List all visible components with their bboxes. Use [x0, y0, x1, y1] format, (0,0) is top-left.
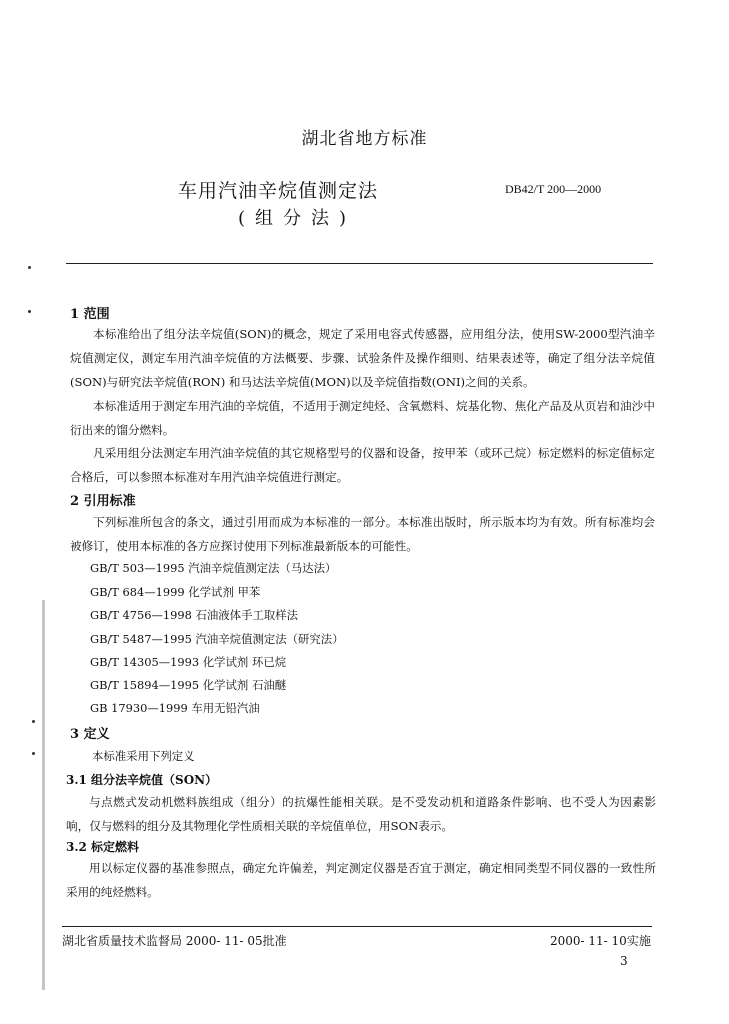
footer-divider: [62, 926, 652, 927]
reference-item: GB/T 4756—1998 石油液体手工取样法: [90, 608, 299, 622]
definition-3-2-heading: 3.2 标定燃料: [66, 840, 140, 854]
standard-code: DB42/T 200—2000: [505, 182, 602, 196]
scan-speck: [32, 752, 35, 755]
reference-item: GB/T 14305—1993 化学试剂 环已烷: [90, 655, 287, 669]
approval-line: 湖北省质量技术监督局 2000- 11- 05批准: [62, 934, 287, 948]
section-1-paragraph-2: 本标准适用于测定车用汽油的辛烷值，不适用于测定纯烃、含氧燃料、烷基化物、焦化产品及从页岩和油沙中衍出来的馏分燃料。: [70, 399, 655, 437]
section-3-intro: 本标准采用下列定义: [92, 749, 195, 763]
header-divider: [66, 263, 653, 264]
reference-item: GB/T 15894—1995 化学试剂 石油醚: [90, 678, 287, 692]
section-1-paragraph-1: 本标准给出了组分法辛烷值(SON)的概念，规定了采用电容式传感器，应用组分法，使用SW-2000型汽油辛烷值测定仪，测定车用汽油辛烷值的方法概要、步骤、试验条件及操作细则、结果表述等，确定了组分法辛烷值(SON)与研究法辛烷值(RON) 和马达法辛烷值(MON)以及辛烷值指数(ONI)之间的关系。: [70, 327, 655, 389]
reference-item: GB/T 684—1999 化学试剂 甲苯: [90, 585, 261, 599]
section-1-paragraph-3: 凡采用组分法测定车用汽油辛烷值的其它规格型号的仪器和设备，按甲苯（或环己烷）标定燃料的标定值标定合格后，可以参照本标准对车用汽油辛烷值进行测定。: [70, 446, 655, 484]
scan-speck: [32, 720, 35, 723]
document-subtitle: (组分法): [238, 208, 357, 229]
scan-edge-shadow: [42, 600, 45, 990]
implementation-date: 2000- 11- 10实施: [550, 934, 651, 948]
scan-speck: [28, 266, 31, 269]
definition-3-2-text: 用以标定仪器的基准参照点，确定允许偏差，判定测定仪器是否宜于测定，确定相同类型不同仪器的一致性所采用的纯烃燃料。: [66, 861, 656, 899]
reference-item: GB/T 503—1995 汽油辛烷值测定法（马达法）: [90, 561, 337, 575]
issuing-organization: 湖北省地方标准: [301, 129, 428, 149]
reference-item: GB 17930—1999 车用无铅汽油: [90, 701, 260, 715]
definition-3-1-text: 与点燃式发动机燃料族组成（组分）的抗爆性能相关联。是不受发动机和道路条件影响、也不受人为因素影响，仅与燃料的组分及其物理化学性质相关联的辛烷值单位，用SON表示。: [66, 795, 656, 833]
definition-3-1-heading: 3.1 组分法辛烷值（SON）: [66, 773, 218, 787]
section-2-heading: 2 引用标准: [70, 494, 136, 509]
page-number: 3: [620, 954, 628, 968]
document-title: 车用汽油辛烷值测定法: [178, 180, 379, 202]
section-2-paragraph: 下列标准所包含的条文，通过引用而成为本标准的一部分。本标准出版时，所示版本均为有效。所有标准均会被修订，使用本标准的各方应探讨使用下列标准最新版本的可能性。: [70, 515, 655, 553]
section-3-heading: 3 定义: [70, 727, 110, 742]
reference-item: GB/T 5487—1995 汽油辛烷值测定法（研究法）: [90, 632, 344, 646]
scan-speck: [28, 310, 31, 313]
section-1-heading: 1 范围: [70, 307, 110, 322]
